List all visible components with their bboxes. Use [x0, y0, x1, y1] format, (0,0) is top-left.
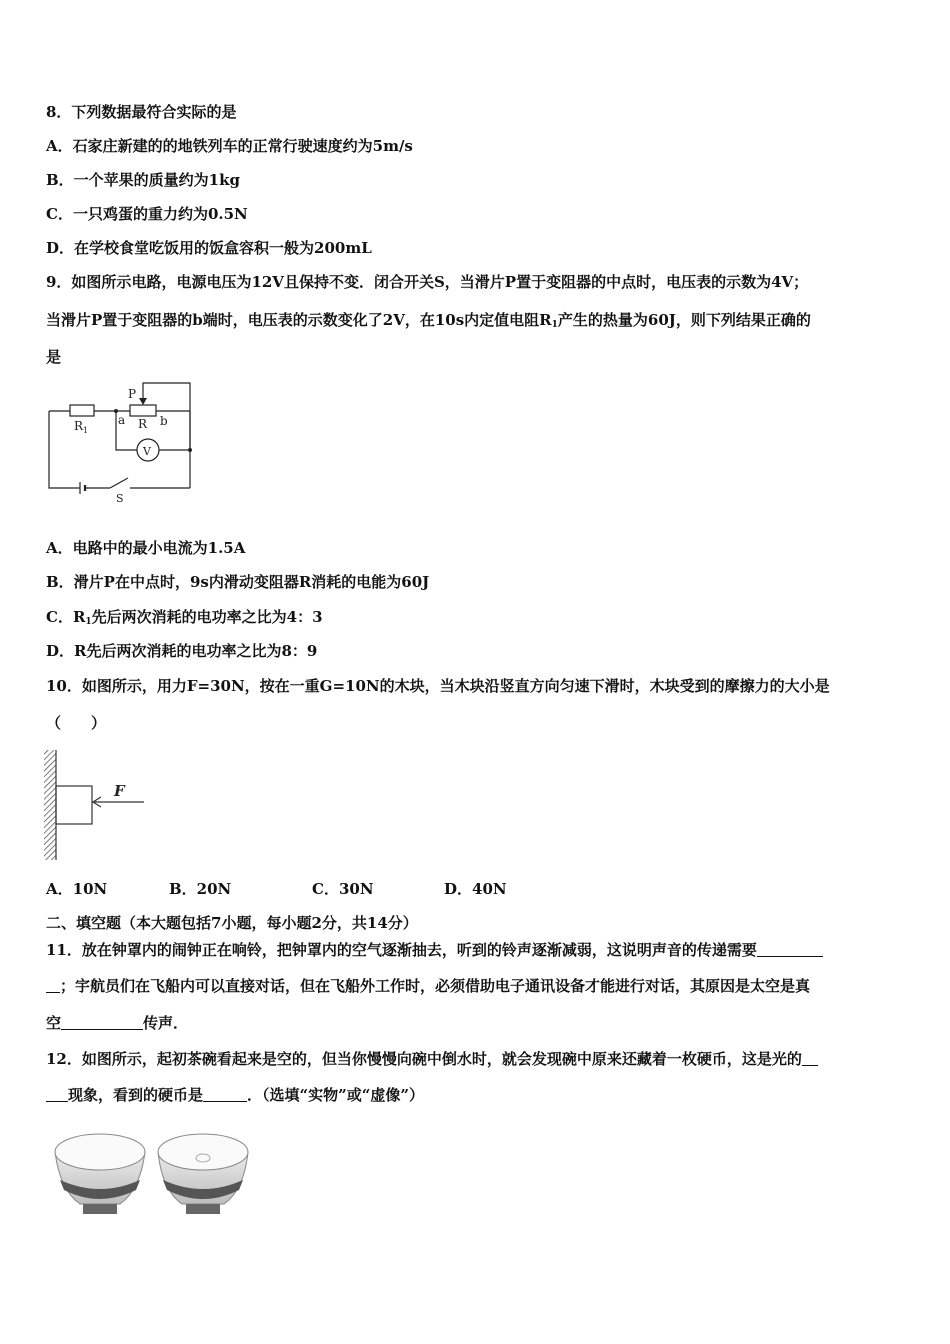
q10-option-a: A．10N	[46, 880, 108, 898]
q11-blank-2	[61, 1015, 143, 1030]
q11-line1: 11．放在钟罩内的闹钟正在响铃，把钟罩内的空气逐渐抽去，听到的铃声逐渐减弱，这说明声音的传递需要	[46, 941, 823, 959]
q11-blank-1b	[46, 978, 60, 993]
label-v: V	[143, 445, 151, 458]
bowl-empty	[55, 1134, 145, 1214]
q9-option-d: D．R先后两次消耗的电功率之比为8：9	[46, 642, 318, 660]
q10-option-b: B．20N	[169, 880, 232, 898]
q12-blank-1b	[46, 1087, 68, 1102]
q12-blank-2	[203, 1087, 247, 1102]
q8-option-b: B．一个苹果的质量约为1kg	[46, 171, 240, 189]
q8-stem: 8．下列数据最符合实际的是	[46, 103, 237, 121]
q9-circuit-diagram	[44, 378, 204, 505]
label-p: P	[128, 387, 137, 401]
q8-option-d: D．在学校食堂吃饭用的饭盒容积一般为200mL	[46, 239, 372, 257]
label-b: b	[160, 414, 168, 428]
q12-tea-bowls-illustration	[50, 1128, 260, 1228]
junction-dot-right	[188, 448, 192, 452]
q9-stem-line1: 9．如图所示电路，电源电压为12V且保持不变．闭合开关S，当滑片P置于变阻器的中点时，电压表的示数为4V；	[46, 273, 809, 291]
q11-blank-1a	[757, 942, 823, 957]
wall-hatching	[44, 750, 56, 860]
q11-line2: ；宇航员们在飞船内可以直接对话，但在飞船外工作时，必须借助电子通讯设备才能进行对话，其原因是太空是真	[46, 977, 810, 995]
q12-line2: 现象，看到的硬币是 ．（选填“实物”或“虚像”）	[46, 1086, 424, 1104]
q9-stem-line3: 是	[46, 348, 62, 366]
rheostat-r	[130, 405, 156, 416]
q8-option-c: C．一只鸡蛋的重力约为0.5N	[46, 205, 248, 223]
q10-option-d: D．40N	[444, 880, 507, 898]
q9-option-b: B．滑片P在中点时，9s内滑动变阻器R消耗的电能为60J	[46, 573, 430, 591]
q9-option-a: A．电路中的最小电流为1.5A	[46, 539, 246, 557]
bowl-with-water	[158, 1134, 248, 1214]
label-r: R	[138, 417, 148, 431]
q9-option-c: C．$R_1$先后两次消耗的电功率之比为4：3	[46, 608, 323, 627]
q8-option-a: A．石家庄新建的的地铁列车的正常行驶速度约为5m/s	[46, 137, 413, 155]
q10-wall-block-diagram	[44, 748, 154, 864]
section2-heading: 二、填空题（本大题包括7小题，每小题2分，共14分）	[46, 914, 418, 932]
wooden-block	[56, 786, 92, 824]
q9-stem-line2: 当滑片P置于变阻器的b端时，电压表的示数变化了2V，在10s内定值电阻$R_1$产生的热量为60J，则下列结果正确的	[46, 311, 811, 330]
q10-stem-line1: 10．如图所示，用力F=30N，按在一重G=10N的木块，当木块沿竖直方向匀速下滑时，木块受到的摩擦力的大小是	[46, 677, 830, 695]
q12-line1: 12．如图所示，起初茶碗看起来是空的，但当你慢慢向碗中倒水时，就会发现碗中原来还藏着一枚硬币，这是光的	[46, 1050, 818, 1068]
q10-option-c: C．30N	[312, 880, 374, 898]
resistor-r1	[70, 405, 94, 416]
label-f: F	[114, 782, 125, 800]
switch-blade	[110, 478, 128, 488]
label-a: a	[118, 413, 126, 427]
q10-stem-line2: （ ）	[46, 714, 107, 732]
q11-line3: 空 传声．	[46, 1014, 189, 1032]
label-s: S	[116, 492, 124, 505]
label-r1: $R_1$	[74, 419, 89, 435]
slider-arrowhead	[139, 398, 147, 405]
q12-blank-1a	[802, 1051, 818, 1066]
